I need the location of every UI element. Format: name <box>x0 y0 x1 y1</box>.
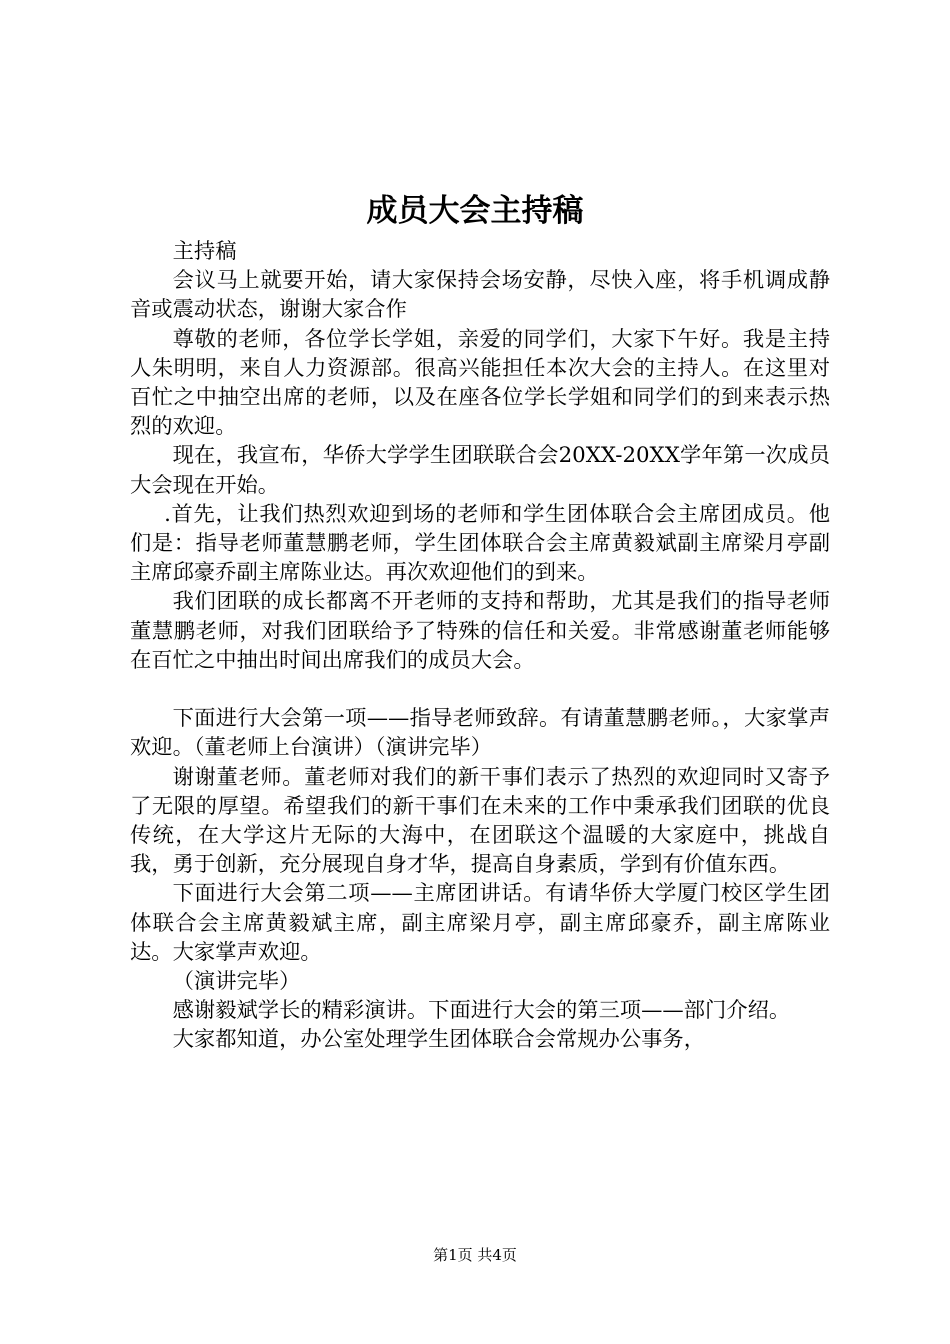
paragraph-welcome: .首先，让我们热烈欢迎到场的老师和学生团体联合会主席团成员。他们是：指导老师董慧鹏老师，学生团体联合会主席黄毅斌副主席梁月亭副主席邱豪乔副主席陈业达。再次欢迎他们的到来。 <box>130 501 830 586</box>
paragraph-item-three: 感谢毅斌学长的精彩演讲。下面进行大会的第三项——部门介绍。 <box>172 998 791 1024</box>
blank-line <box>130 675 830 704</box>
paragraph-notice: 会议马上就要开始，请大家保持会场安静，尽快入座，将手机调成静音或震动状态，谢谢大家合作 <box>130 268 830 323</box>
paragraph-thanks-teacher: 我们团联的成长都离不开老师的支持和帮助，尤其是我们的指导老师董慧鹏老师，对我们团联给予了特殊的信任和关爱。非常感谢董老师能够在百忙之中抽出时间出席我们的成员大会。 <box>130 589 830 673</box>
paragraph-office-intro: 大家都知道，办公室处理学生团体联合会常规办公事务， <box>172 1027 706 1053</box>
document-body <box>130 237 830 1055</box>
paragraph-item-two: 下面进行大会第二项——主席团讲话。有请华侨大学厦门校区学生团体联合会主席黄毅斌主席，副主席梁月亭，副主席邱豪乔，副主席陈业达。大家掌声欢迎。 <box>130 881 830 965</box>
paragraph-teacher-response: 谢谢董老师。董老师对我们的新干事们表示了热烈的欢迎同时又寄予了无限的厚望。希望我们的新干事们在未来的工作中秉承我们团联的优良传统，在大学这片无际的大海中，在团联这个温暖的大家庭中，挑战自我，勇于创新，充分展现自身才华，提高自身素质，学到有价值东西。 <box>130 764 830 878</box>
document-title: 成员大会主持稿 <box>366 193 584 229</box>
paragraph-greeting: 尊敬的老师，各位学长学姐，亲爱的同学们，大家下午好。我是主持人朱明明，来自人力资源部。很高兴能担任本次大会的主持人。在这里对百忙之中抽空出席的老师，以及在座各位学长学姐和同学们的到来表示热烈的欢迎。 <box>130 326 830 440</box>
paragraph-opening: 现在，我宣布，华侨大学学生团联联合会20XX-20XX学年第一次成员大会现在开始。 <box>130 443 830 498</box>
paragraph-speech-end: （演讲完毕） <box>172 969 301 995</box>
paragraph-heading: 主持稿 <box>172 239 237 264</box>
page-number-footer: 第1页 共4页 <box>433 1246 517 1264</box>
paragraph-item-one: 下面进行大会第一项——指导老师致辞。有请董慧鹏老师。，大家掌声欢迎。（董老师上台演讲）（演讲完毕） <box>130 706 830 761</box>
